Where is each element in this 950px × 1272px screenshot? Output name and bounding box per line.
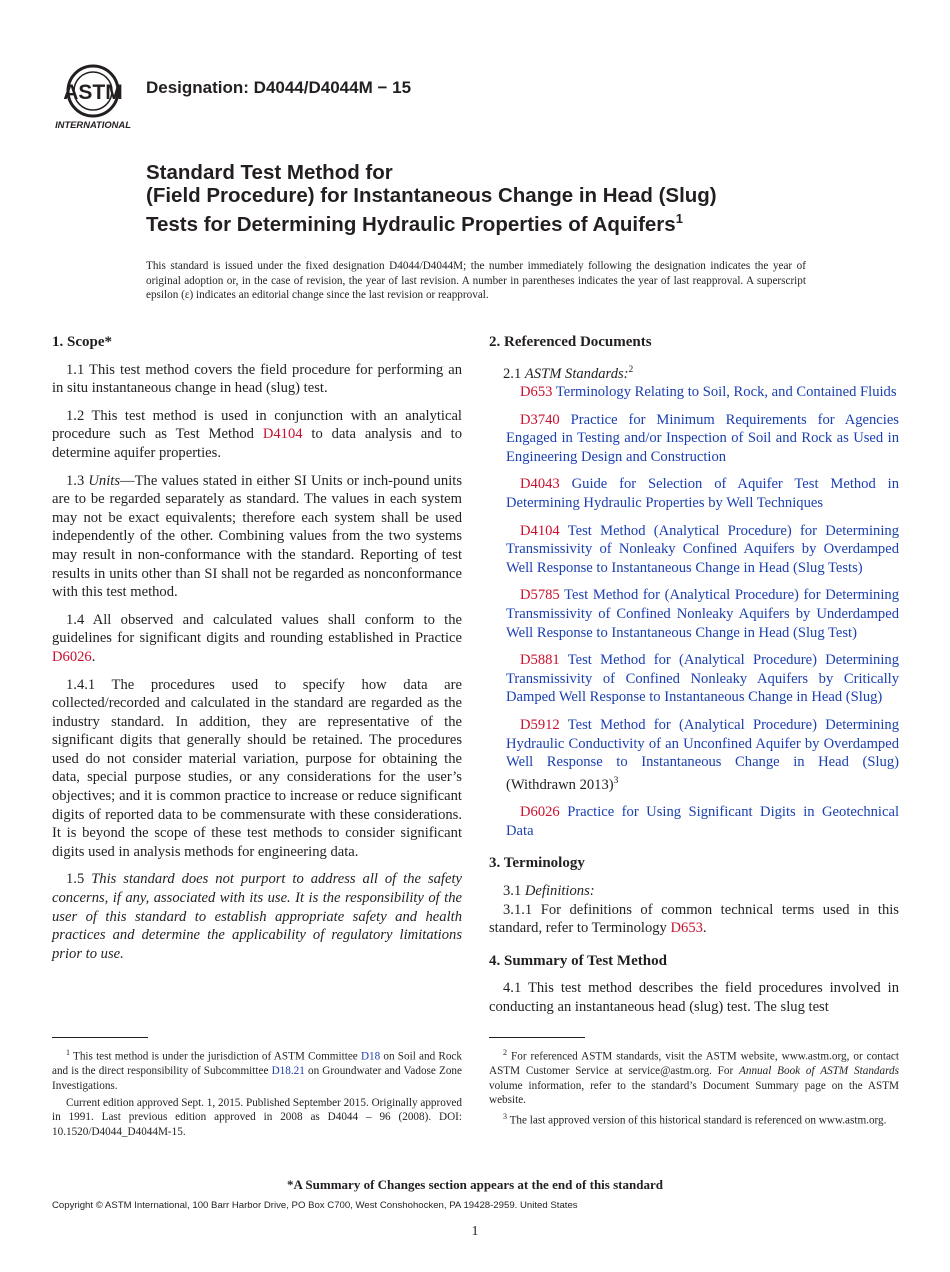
para-1-3 <box>52 472 462 602</box>
footnote-2-text: For referenced ASTM standards, visit the ASTM website, www.astm.org, or contact ASTM Customer Service at service@astm.org. For <box>489 1050 899 1078</box>
footnote-2-mark: 2 <box>503 1048 507 1057</box>
summary-heading: 4. Summary of Test Method <box>489 952 667 969</box>
copyright: Copyright © ASTM International, 100 Barr Harbor Drive, PO Box C700, West Conshohocken, PA 19428-2959. United States <box>52 1200 578 1211</box>
page-number: 1 <box>471 1224 479 1239</box>
para-1-2-text-end: to data analysis and to determine aquifer properties. <box>52 426 462 461</box>
title-footnote-mark: 1 <box>675 211 683 226</box>
reference-title-link[interactable]: Test Method (Analytical Procedure) for Determining Transmissivity of Nonleaky Confined Aquifers by Overdamped Well Response to Instantaneous Change in Head (Slug Tests) <box>506 522 899 576</box>
footnote-mark-3: 3 <box>613 775 619 786</box>
reference-code-link[interactable]: D5912 <box>520 716 560 733</box>
para-3-1-num: 3.1 <box>503 882 525 899</box>
reference-title-link[interactable]: Test Method for (Analytical Procedure) Determining Hydraulic Conductivity of an Unconfined Aquifer by Overdamped Well Response to Instantaneous Change in Head (Slug) <box>506 716 899 771</box>
reference-title-link[interactable]: Guide for Selection of Aquifer Test Method in Determining Hydraulic Properties by Well Techniques <box>506 476 899 512</box>
reference-code-link[interactable]: D653 <box>520 384 553 401</box>
para-1-4-text-end: . <box>91 648 96 665</box>
para-1-1: 1.1 This test method covers the field procedure for performing an in situ instantaneous change in head (slug) test. <box>52 361 462 397</box>
footnote-1-text-2: on Soil and Rock and is the direct responsibility of Subcommittee <box>52 1050 462 1078</box>
logo-sub: INTERNATIONAL <box>55 119 131 130</box>
footnote-3 <box>489 1110 899 1128</box>
para-3-1 <box>489 882 899 901</box>
title-line-3-text: Tests for Determining Hydraulic Properties of Aquifers <box>146 212 676 236</box>
footnotes-right <box>489 1046 899 1132</box>
para-3-1-1-text-end: . <box>702 920 707 937</box>
para-1-4-text: 1.4 All observed and calculated values shall conform to the guidelines for significant digits and rounding established in Practice <box>52 611 462 647</box>
reference-item <box>489 716 899 794</box>
reference-title-link[interactable]: Practice for Minimum Requirements for Agencies Engaged in Testing and/or Inspection of Soil and Rock as Used in Engineering Design and Construction <box>506 411 899 465</box>
references-heading: 2. Referenced Documents <box>489 334 652 350</box>
reference-item <box>489 651 899 707</box>
link-d653[interactable]: D653 <box>670 920 703 937</box>
link-d18[interactable]: D18 <box>360 1050 381 1063</box>
para-1-3-num: 1.3 <box>66 472 89 489</box>
reference-code-link[interactable]: D4043 <box>520 476 560 493</box>
footnote-3-mark: 3 <box>503 1112 507 1122</box>
title-line-1: Standard Test Method for <box>146 161 393 184</box>
title-line-3 <box>146 207 906 236</box>
reference-item <box>489 383 899 402</box>
reference-item <box>489 522 899 578</box>
scope-heading: 1. Scope* <box>52 334 112 350</box>
footnote-mark-2: 2 <box>628 364 634 375</box>
reference-item <box>489 803 899 840</box>
para-2-1-num: 2.1 <box>503 365 525 382</box>
reference-code-link[interactable]: D5881 <box>520 652 560 669</box>
footnote-1-approval: Current edition approved Sept. 1, 2015. Published September 2015. Originally approved in 1991. Last previous edition approved in 2008 as D4044 – 96 (2008). DOI: 10.1520/D4044_D4044M-15. <box>52 1096 462 1138</box>
reference-item <box>489 475 899 512</box>
footnote-2-italic: Annual Book of ASTM Standards <box>739 1065 899 1078</box>
footnote-1-text-3: on Groundwater and Vadose Zone Investigations. <box>52 1065 462 1092</box>
para-3-1-label: Definitions: <box>524 882 595 899</box>
para-4-1: 4.1 This test method describes the field procedures involved in conducting an instantaneous head (slug) test. The slug test <box>489 980 899 1015</box>
para-1-5-text: This standard does not purport to address all of the safety concerns, if any, associated with its use. It is the responsibility of the user of this standard to establish appropriate safety and health practices and determine the applicability of regulatory limitations prior to use. <box>52 871 462 962</box>
astm-logo-icon <box>50 62 136 134</box>
footnote-rule-left <box>52 1037 148 1038</box>
para-1-4-1: 1.4.1 The procedures used to specify how data are collected/recorded and calculated in the standard are regarded as the industry standard. In addition, they are representative of the significant digits that generally should be retained. The procedures used do not consider material variation, purpose for obtaining the data, special purpose studies, or any considerations for the user’s objectives; and it is common practice to increase or reduce significant digits of reported data to be commensurate with these considerations. It is beyond the scope of these test methods to consider significant digits used in analysis methods for engineering data. <box>52 676 462 860</box>
left-column <box>52 333 462 972</box>
reference-item <box>489 586 899 642</box>
reference-item <box>489 411 899 467</box>
reference-title-link[interactable]: Practice for Using Significant Digits in Geotechnical Data <box>506 804 899 839</box>
para-1-2 <box>52 407 462 463</box>
astm-logo <box>50 62 136 134</box>
document-title <box>146 161 906 236</box>
reference-title-link[interactable]: Terminology Relating to Soil, Rock, and Contained Fluids <box>552 384 897 401</box>
reference-code-link[interactable]: D6026 <box>520 804 560 821</box>
para-1-3-text: —The values stated in either SI Units or inch-pound units are to be regarded separately as standard. The values in each system may not be exact equivalents; therefore each system shall be used independently of the other. Combining values from the two systems may result in non-conformance with the standard. Reporting of test results in units other than SI shall not be regarded as nonconformance with this test method. <box>52 472 463 601</box>
link-d4104[interactable]: D4104 <box>262 426 303 443</box>
title-line-2: (Field Procedure) for Instantaneous Change in Head (Slug) <box>146 184 717 207</box>
reference-code-link[interactable]: D3740 <box>520 411 560 428</box>
designation: Designation: D4044/D4044M − 15 <box>146 78 412 97</box>
reference-title-link[interactable]: Test Method for (Analytical Procedure) Determining Transmissivity of Confined Nonleaky Aquifers by Critically Damped Well Response to Instantaneous Change in Head (Slug) <box>506 652 899 706</box>
footnote-1-text: This test method is under the jurisdiction of ASTM Committee <box>70 1050 361 1063</box>
footnote-1-mark: 1 <box>66 1048 70 1057</box>
reference-note: (Withdrawn 2013) <box>506 776 614 793</box>
footnote-rule-right <box>489 1037 585 1038</box>
para-1-5-num: 1.5 <box>66 871 92 888</box>
para-1-2-text: 1.2 This test method is used in conjunction with an analytical procedure such as Test Method <box>52 407 462 443</box>
footnote-3-text: The last approved version of this historical standard is referenced on www.astm.org. <box>507 1115 887 1128</box>
para-3-1-1 <box>489 901 899 938</box>
para-2-1-label: ASTM Standards: <box>524 365 629 382</box>
para-1-3-label: Units <box>88 472 121 489</box>
para-3-1-1-text: 3.1.1 For definitions of common technical terms used in this standard, refer to Terminology <box>489 901 899 937</box>
link-d6026[interactable]: D6026 <box>52 648 92 665</box>
footnote-2 <box>489 1046 899 1107</box>
link-d18-21[interactable]: D18.21 <box>271 1065 305 1078</box>
right-column <box>489 333 899 1026</box>
footnotes-left <box>52 1046 462 1142</box>
reference-code-link[interactable]: D4104 <box>520 522 560 539</box>
summary-of-changes-note: *A Summary of Changes section appears at the end of this standard <box>287 1177 663 1192</box>
reference-list <box>489 383 899 840</box>
footnote-2-text-2: volume information, refer to the standard’s Document Summary page on the ASTM website. <box>489 1079 899 1106</box>
issuance-notice: This standard is issued under the fixed designation D4044/D4044M; the number immediately following the designation indicates the year of original adoption or, in the case of revision, the year of last revision. A number in parentheses indicates the year of last reapproval. A superscript epsilon (ε) indicates an editorial change since the last revision or reapproval. <box>146 260 806 302</box>
logo-mark: ASTM <box>63 81 123 104</box>
para-1-4 <box>52 611 462 667</box>
para-2-1 <box>489 361 899 383</box>
para-1-5 <box>52 870 462 963</box>
reference-code-link[interactable]: D5785 <box>520 587 560 604</box>
footnote-1 <box>52 1046 462 1093</box>
terminology-heading: 3. Terminology <box>489 855 585 872</box>
reference-title-link[interactable]: Test Method for (Analytical Procedure) for Determining Transmissivity of Confined Nonleaky Aquifers by Underdamped Well Response to Instantaneous Change in Head (Slug Test) <box>506 587 899 641</box>
